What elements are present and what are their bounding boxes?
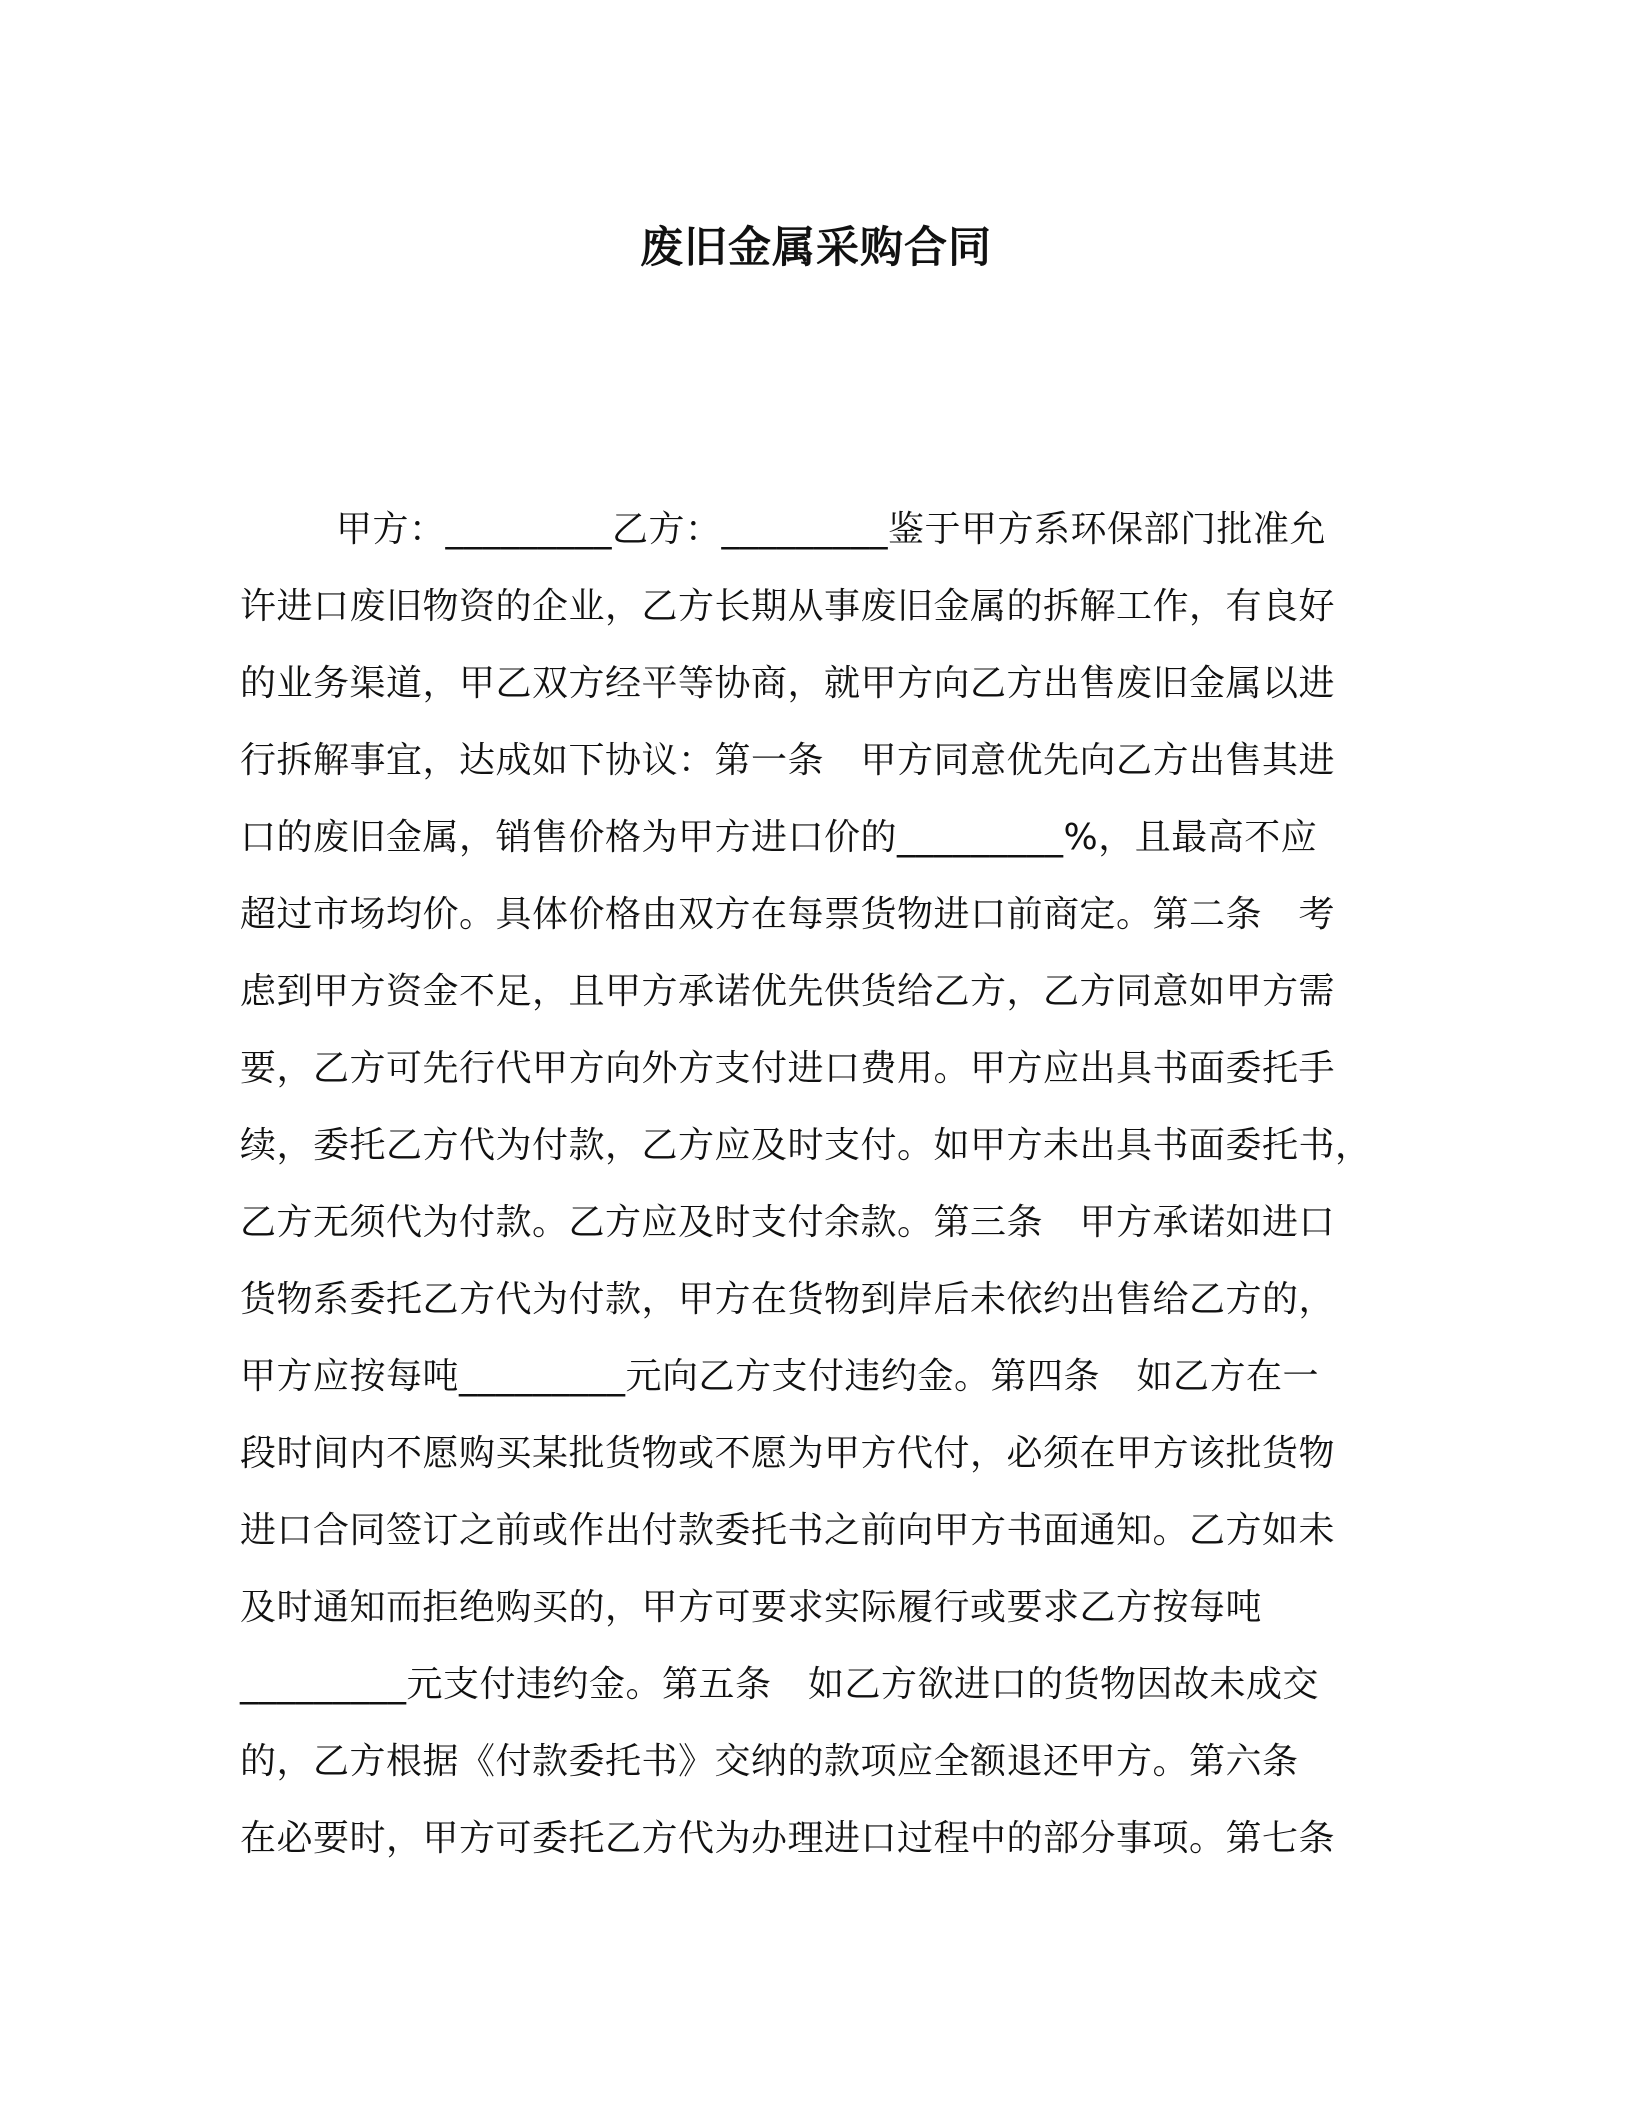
body-line: 进口合同签订之前或作出付款委托书之前向甲方书面通知。乙方如未 [240, 1510, 1336, 1551]
body-line: 及时通知而拒绝购买的，甲方可要求实际履行或要求乙方按每吨 [240, 1587, 1263, 1628]
body-line: 超过市场均价。具体价格由双方在每票货物进口前商定。第二条 考 [240, 894, 1336, 935]
body-line: 续，委托乙方代为付款，乙方应及时支付。如甲方未出具书面委托书， [240, 1125, 1372, 1166]
body-line: 口的废旧金属，销售价格为甲方进口价的_________%，且最高不应 [240, 817, 1318, 858]
contract-body [240, 491, 1380, 1877]
body-line: 许进口废旧物资的企业，乙方长期从事废旧金属的拆解工作，有良好 [240, 586, 1336, 627]
body-line: _________元支付违约金。第五条 如乙方欲进口的货物因故未成交 [240, 1664, 1320, 1705]
body-line: 虑到甲方资金不足，且甲方承诺优先供货给乙方，乙方同意如甲方需 [240, 971, 1336, 1012]
body-line: 甲方：_________乙方：_________鉴于甲方系环保部门批准允 [336, 509, 1327, 550]
body-line: 在必要时，甲方可委托乙方代为办理进口过程中的部分事项。第七条 [240, 1818, 1336, 1859]
body-line: 行拆解事宜，达成如下协议：第一条 甲方同意优先向乙方出售其进 [240, 740, 1336, 781]
body-line: 的业务渠道，甲乙双方经平等协商，就甲方向乙方出售废旧金属以进 [240, 663, 1336, 704]
body-line: 的，乙方根据《付款委托书》交纳的款项应全额退还甲方。第六条 [240, 1741, 1299, 1782]
body-line: 货物系委托乙方代为付款，甲方在货物到岸后未依约出售给乙方的， [240, 1279, 1336, 1320]
document-title: 废旧金属采购合同 [640, 223, 992, 273]
body-line: 甲方应按每吨_________元向乙方支付违约金。第四条 如乙方在一 [240, 1356, 1320, 1397]
body-line: 段时间内不愿购买某批货物或不愿为甲方代付，必须在甲方该批货物 [240, 1433, 1336, 1474]
body-line: 要，乙方可先行代甲方向外方支付进口费用。甲方应出具书面委托手 [240, 1048, 1336, 1089]
body-line: 乙方无须代为付款。乙方应及时支付余款。第三条 甲方承诺如进口 [240, 1202, 1336, 1243]
